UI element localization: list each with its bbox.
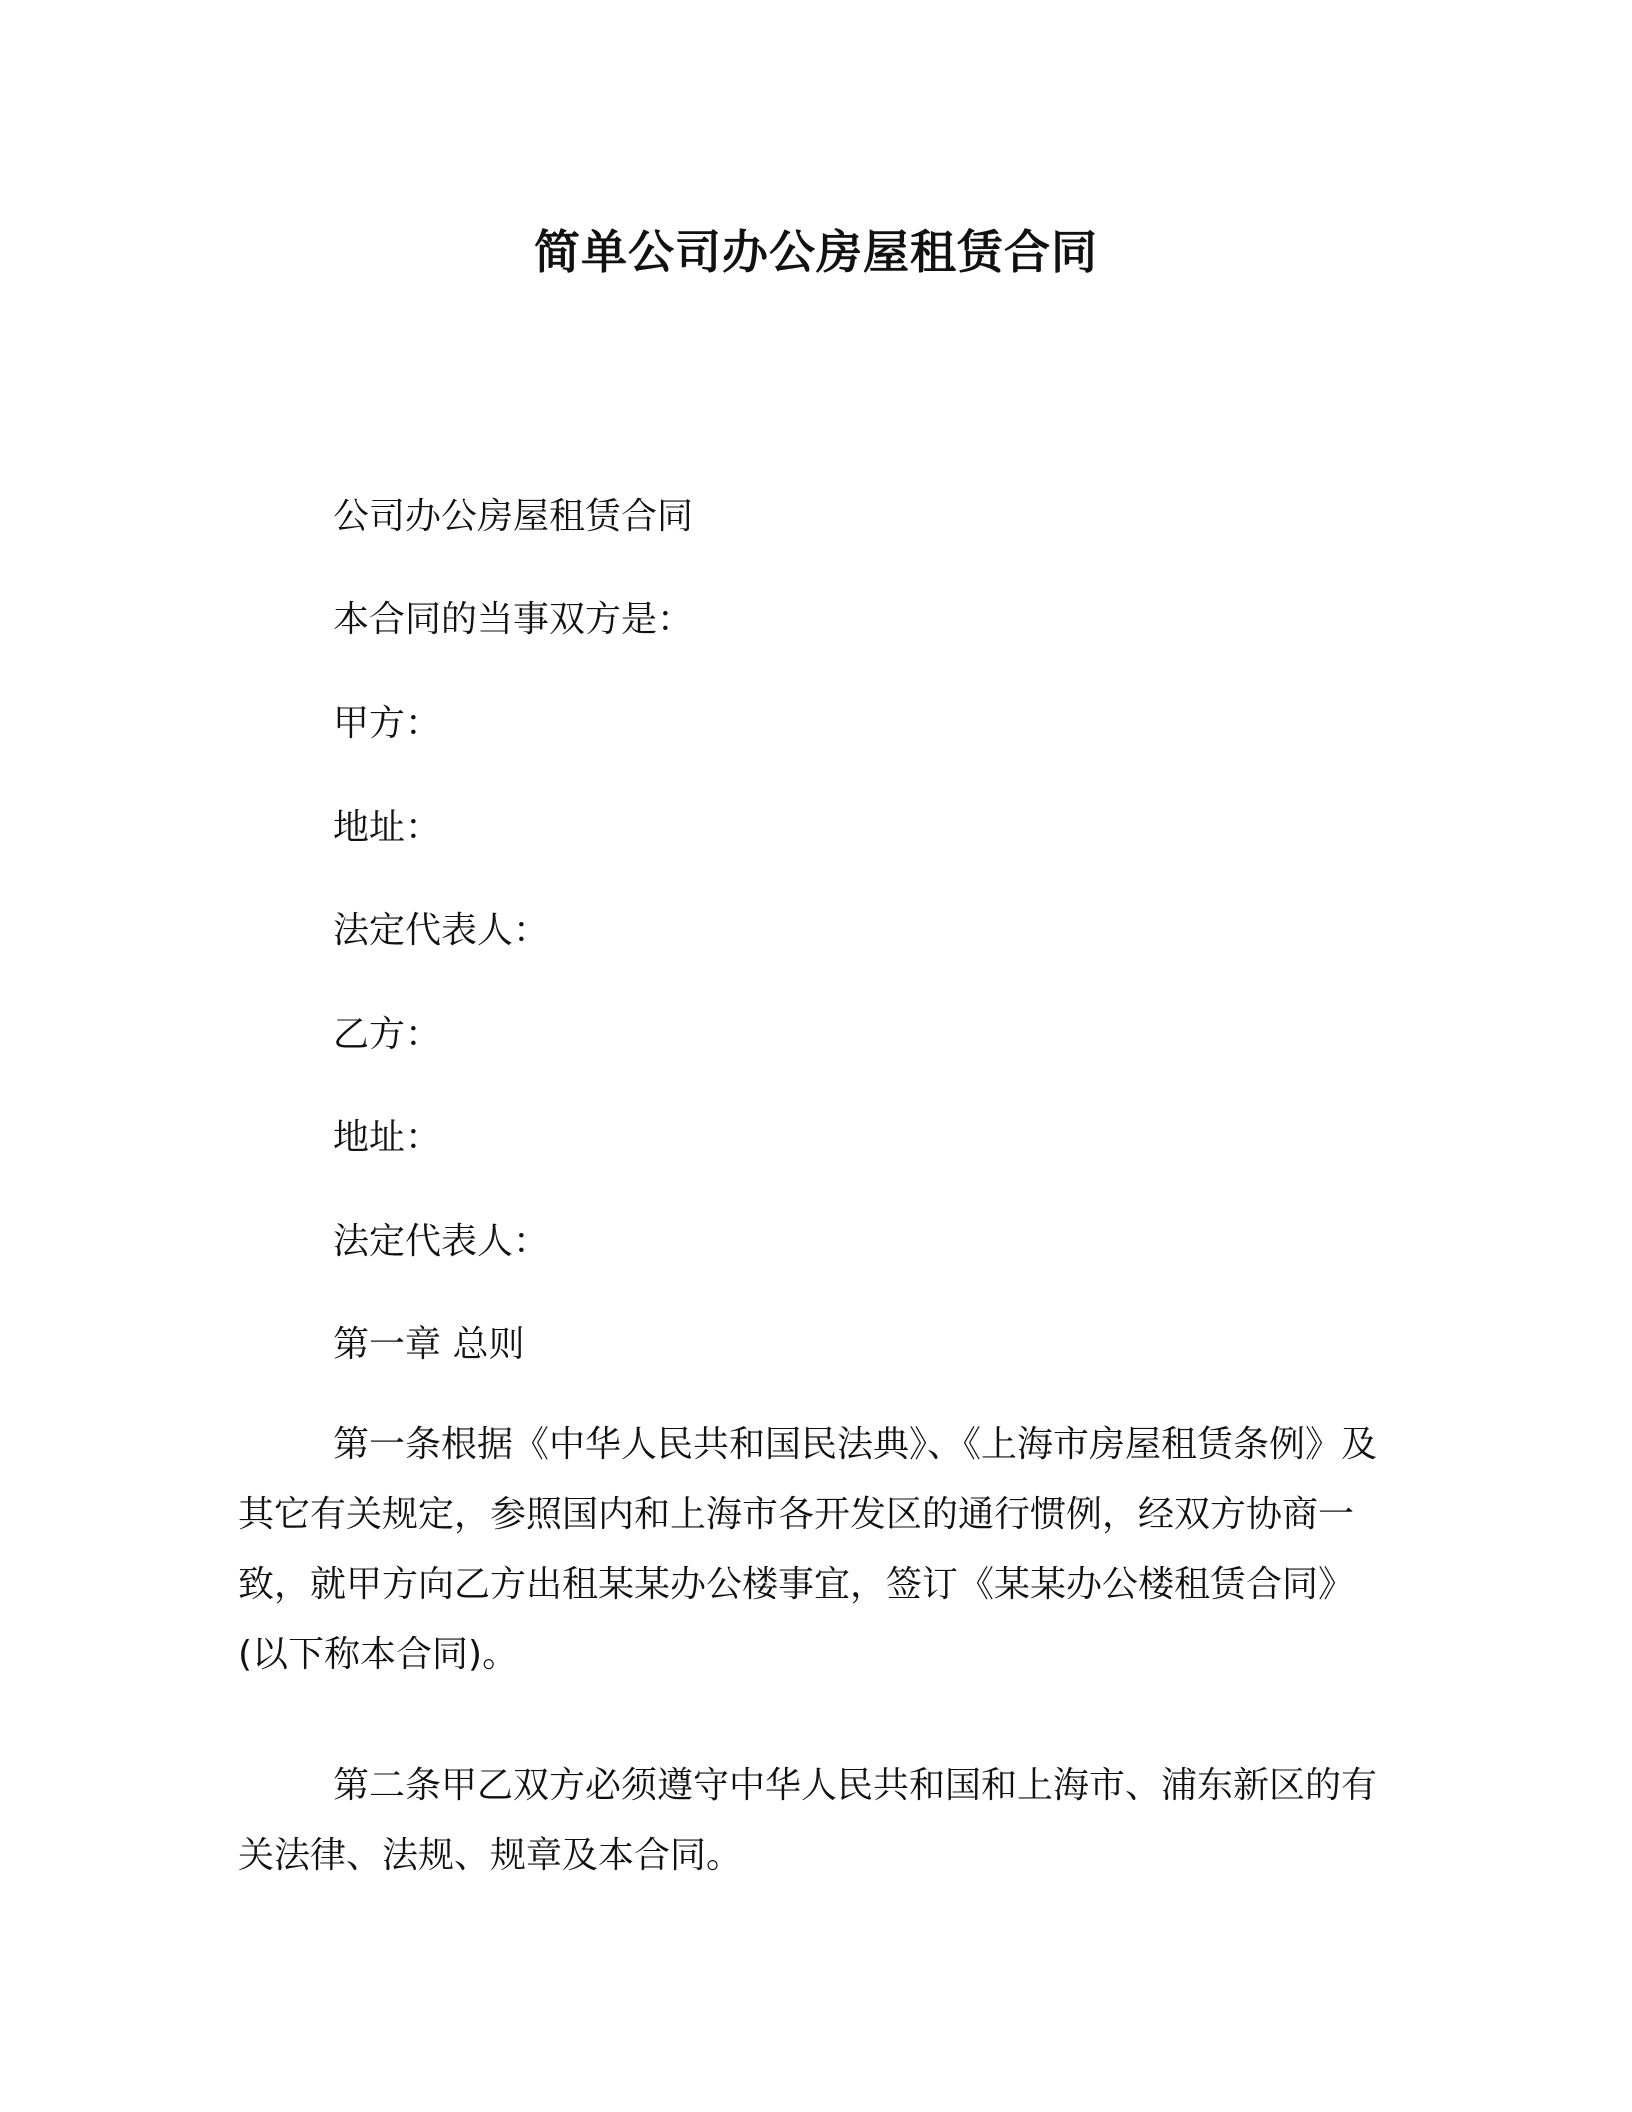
party-b-label: 乙方： xyxy=(333,1014,442,1055)
party-a-address-label: 地址： xyxy=(333,807,442,848)
article-2-paragraph: 第二条甲乙双方必须遵守中华人民共和国和上海市、浦东新区的有关法律、法规、规章及本合同。 xyxy=(238,1765,1378,1876)
party-b-representative-label: 法定代表人： xyxy=(333,1221,550,1262)
contract-subtitle: 公司办公房屋租赁合同 xyxy=(333,496,694,537)
party-b-address-label: 地址： xyxy=(333,1117,442,1158)
parties-intro: 本合同的当事双方是： xyxy=(333,599,694,640)
article-1-paragraph: 第一条根据《中华人民共和国民法典》、《上海市房屋租赁条例》及其它有关规定，参照国内和上海市各开发区的通行惯例，经双方协商一致，就甲方向乙方出租某某办公楼事宜，签订《某某办公楼租赁合同》(以下称本合同)。 xyxy=(238,1424,1378,1675)
party-a-label: 甲方： xyxy=(333,703,442,744)
document-title: 简单公司办公房屋租赁合同 xyxy=(534,225,1098,279)
party-a-representative-label: 法定代表人： xyxy=(333,910,550,951)
chapter-heading: 第一章 总则 xyxy=(333,1324,525,1365)
